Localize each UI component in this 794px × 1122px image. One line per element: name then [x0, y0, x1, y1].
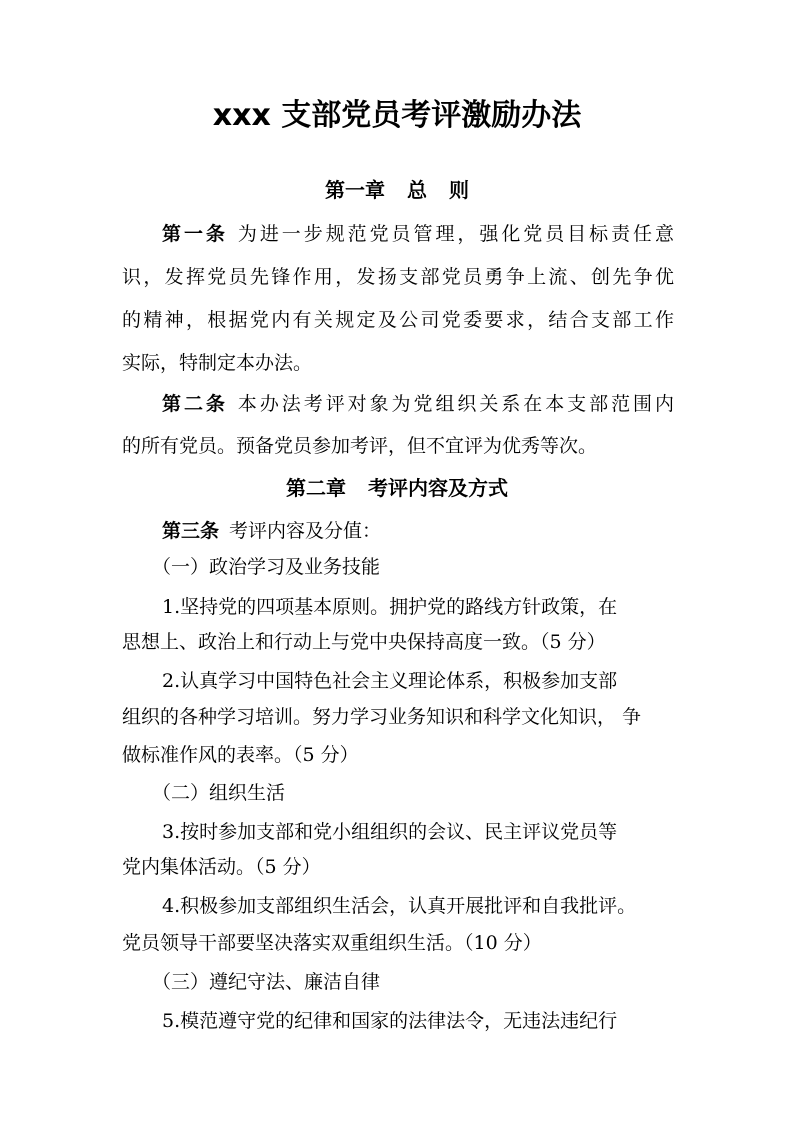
chapter-1-name: 总 — [407, 178, 427, 202]
item-2-line-1: 2.认真学习中国特色社会主义理论体系，积极参加支部 — [162, 670, 618, 692]
document-title: xxx 支部党员考评激励办法 — [212, 98, 582, 133]
article-1-label: 第一条 — [162, 223, 228, 245]
article-2-line-2: 的所有党员。预备党员参加考评，但不宜评为优秀等次。 — [122, 435, 598, 457]
article-3-label: 第三条 — [162, 520, 220, 542]
section-1-heading: （一）政治学习及业务技能 — [152, 556, 381, 578]
chapter-2-heading — [0, 474, 794, 502]
item-1-line-1: 1.坚持党的四项基本原则。拥护党的路线方针政策，在 — [162, 596, 618, 618]
article-1-line-4: 实际，特制定本办法。 — [122, 352, 313, 374]
chapter-2-label: 第二章 — [286, 476, 346, 500]
section-2-heading: （二）组织生活 — [152, 782, 286, 804]
item-4-line-1: 4.积极参加支部组织生活会，认真开展批评和自我批评。 — [162, 895, 637, 917]
chapter-1-name-2: 则 — [449, 178, 469, 202]
section-3-heading: （三）遵纪守法、廉洁自律 — [152, 971, 381, 993]
article-1-line-3: 的精神，根据党内有关规定及公司党委要求，结合支部工作 — [122, 309, 674, 331]
article-3-line: 第三条 考评内容及分值： — [162, 520, 382, 542]
article-1-line-1: 第一条 为进一步规范党员管理，强化党员目标责任意 — [162, 223, 674, 245]
article-2-label: 第二条 — [162, 393, 228, 415]
chapter-2-name: 考评内容及方式 — [368, 476, 508, 500]
item-3-line-1: 3.按时参加支部和党小组组织的会议、民主评议党员等 — [162, 821, 618, 843]
article-1-line-2: 识，发挥党员先锋作用，发扬支部党员勇争上流、创先争优 — [122, 266, 674, 288]
item-5-line-1: 5.模范遵守党的纪律和国家的法律法令，无违法违纪行 — [162, 1010, 618, 1032]
item-2-line-3: 做标准作风的表率。（5 分） — [122, 744, 359, 766]
chapter-1-label: 第一章 — [325, 178, 385, 202]
item-1-line-2: 思想上、政治上和行动上与党中央保持高度一致。（5 分） — [122, 631, 606, 653]
item-2-line-2: 组织的各种学习培训。努力学习业务知识和科学文化知识， 争 — [122, 706, 642, 728]
article-2-line-1: 第二条 本办法考评对象为党组织关系在本支部范围内 — [162, 393, 674, 415]
item-4-line-2: 党员领导干部要坚决落实双重组织生活。（10 分） — [122, 932, 542, 954]
chapter-1-heading — [0, 176, 794, 204]
item-3-line-2: 党内集体活动。（5 分） — [122, 856, 321, 878]
